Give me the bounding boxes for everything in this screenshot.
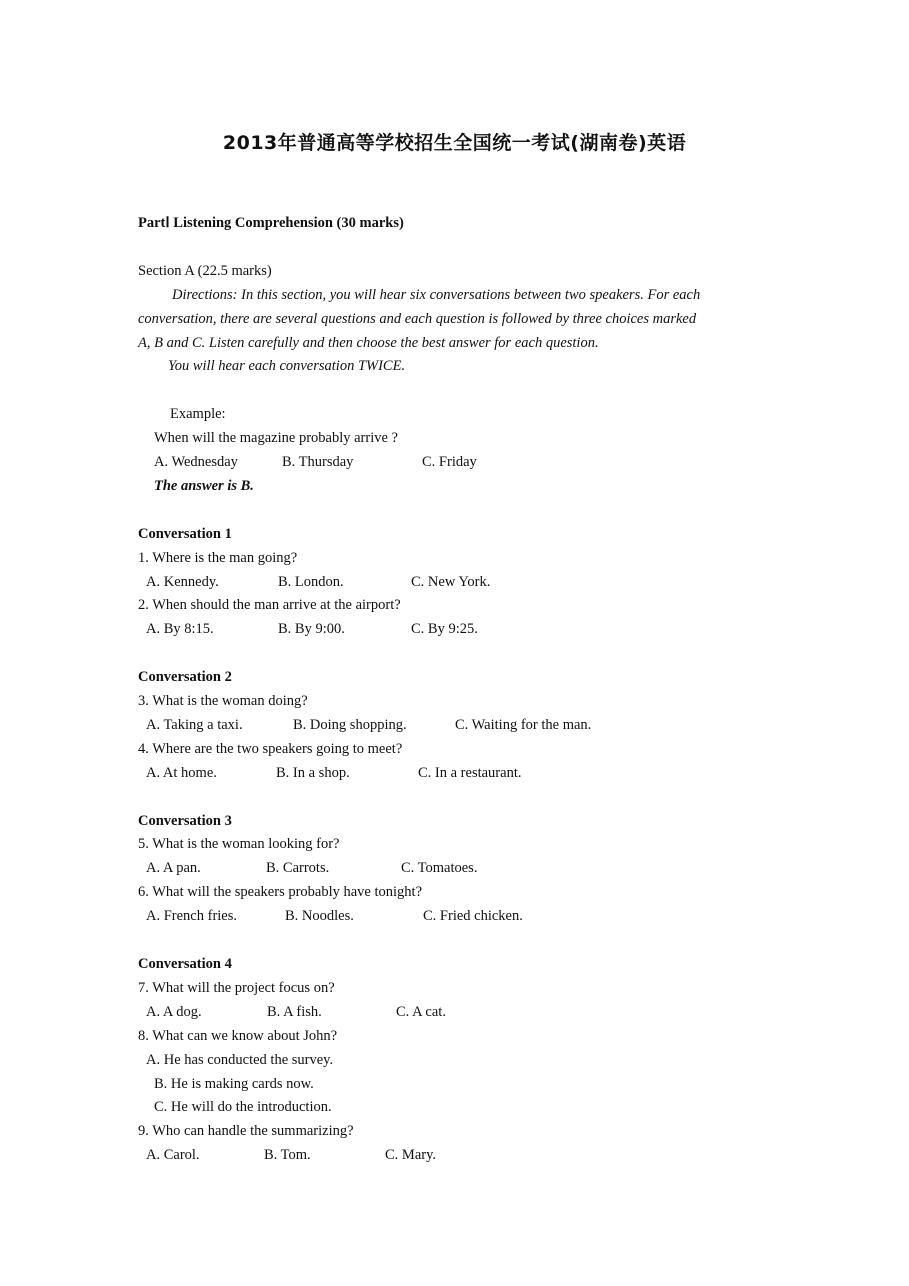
- conversation-4-heading: Conversation 4: [138, 956, 232, 972]
- question-9-options: [138, 1144, 778, 1168]
- example-question: When will the magazine probably arrive ?: [154, 430, 398, 447]
- question-3: 3. What is the woman doing?: [138, 693, 308, 710]
- question-7: 7. What will the project focus on?: [138, 979, 335, 996]
- q2-option-a: A. By 8:15.: [146, 621, 214, 638]
- question-3-options: [138, 714, 778, 738]
- directions-line-4: You will hear each conversation TWICE.: [168, 358, 406, 375]
- question-6: 6. What will the speakers probably have tonight?: [138, 884, 423, 901]
- q7-option-b: B. A fish.: [267, 1003, 322, 1020]
- page-title: 2013年普通高等学校招生全国统一考试(湖南卷)英语: [222, 132, 687, 154]
- question-4: 4. Where are the two speakers going to meet?: [138, 740, 403, 757]
- example-label: Example:: [170, 406, 226, 423]
- q5-option-c: C. Tomatoes.: [401, 860, 478, 877]
- question-9: 9. Who can handle the summarizing?: [138, 1123, 354, 1140]
- section-heading: Section A (22.5 marks): [138, 262, 272, 279]
- q9-option-b: B. Tom.: [264, 1147, 311, 1164]
- q1-option-c: C. New York.: [411, 573, 491, 590]
- q4-option-c: C. In a restaurant.: [418, 764, 522, 781]
- q1-option-a: A. Kennedy.: [146, 573, 219, 590]
- question-1: 1. Where is the man going?: [138, 549, 298, 566]
- q9-option-a: A. Carol.: [146, 1147, 200, 1164]
- question-2-options: [138, 618, 778, 642]
- q8-option-c: C. He will do the introduction.: [154, 1099, 332, 1116]
- exam-content: [138, 212, 778, 1168]
- question-5: 5. What is the woman looking for?: [138, 836, 340, 853]
- q2-option-b: B. By 9:00.: [278, 621, 345, 638]
- directions-line-3: A, B and C. Listen carefully and then choose the best answer for each question.: [138, 334, 599, 351]
- q3-option-b: B. Doing shopping.: [293, 716, 407, 733]
- example-answer: The answer is B.: [154, 477, 254, 494]
- example-option-c: C. Friday: [422, 454, 477, 471]
- question-4-options: [138, 762, 778, 786]
- question-6-options: [138, 905, 778, 929]
- directions-line-2: conversation, there are several questions and each question is followed by three choices marked: [138, 310, 697, 327]
- question-1-options: [138, 571, 778, 595]
- example-option-b: B. Thursday: [282, 454, 354, 471]
- q7-option-c: C. A cat.: [396, 1003, 446, 1020]
- q5-option-b: B. Carrots.: [266, 860, 330, 877]
- q2-option-c: C. By 9:25.: [411, 621, 478, 638]
- q6-option-c: C. Fried chicken.: [423, 908, 523, 925]
- conversation-3-heading: Conversation 3: [138, 812, 232, 829]
- q6-option-b: B. Noodles.: [285, 908, 354, 925]
- q3-option-c: C. Waiting for the man.: [455, 716, 592, 733]
- q3-option-a: A. Taking a taxi.: [146, 716, 243, 733]
- question-5-options: [138, 857, 778, 881]
- q6-option-a: A. French fries.: [146, 908, 238, 925]
- q1-option-b: B. London.: [278, 573, 344, 590]
- q7-option-a: A. A dog.: [146, 1003, 202, 1020]
- q9-option-c: C. Mary.: [385, 1147, 437, 1164]
- part-heading: PartⅠ Listening Comprehension (30 marks): [138, 215, 404, 231]
- question-8: 8. What can we know about John?: [138, 1027, 338, 1044]
- q4-option-b: B. In a shop.: [276, 764, 350, 781]
- q8-option-a: A. He has conducted the survey.: [146, 1051, 334, 1068]
- q4-option-a: A. At home.: [146, 764, 217, 781]
- q5-option-a: A. A pan.: [146, 860, 201, 877]
- example-options: [138, 451, 778, 475]
- q8-option-b: B. He is making cards now.: [154, 1075, 314, 1092]
- example-option-a: A. Wednesday: [154, 454, 238, 471]
- directions-line-1: Directions: In this section, you will hear six conversations between two speakers. For each: [172, 286, 701, 303]
- conversation-2-heading: Conversation 2: [138, 669, 232, 686]
- question-2: 2. When should the man arrive at the airport?: [138, 597, 401, 614]
- conversation-1-heading: Conversation 1: [138, 525, 232, 542]
- question-7-options: [138, 1001, 778, 1025]
